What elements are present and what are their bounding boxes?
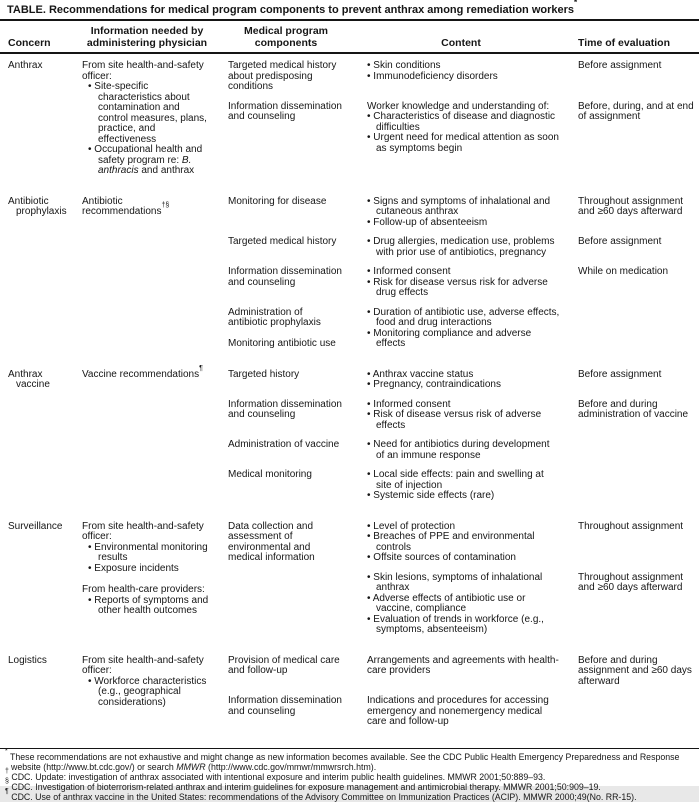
bullet-icon: • [367,306,371,318]
bullet-icon: • [367,571,371,583]
concern-label: Surveillance [8,520,63,532]
column-header-time-of-evaluation: Time of evaluation [578,36,670,49]
section-rows [220,370,699,502]
content-cell [352,267,570,299]
bullet-icon: • [367,368,371,380]
time-cell: Throughout assignment and ≥60 days afterward [578,571,684,593]
content-cell [352,400,570,432]
content-item: • Anthrax vaccine status [367,368,474,380]
bullet-icon: • [367,111,371,122]
info-block [82,197,212,218]
content-item: • Characteristics of disease and diagnostic difficulties [367,111,556,133]
table-row [220,656,699,688]
table-title [0,0,699,21]
content-item: • Breaches of PPE and environmental controls [367,531,535,553]
footnote-marker: ¶ [5,788,9,796]
concern-label: Antibiotic prophylaxis [8,195,67,217]
components-cell [220,197,352,208]
info-bullet-item: • Environmental monitoring results [88,541,208,563]
info-bullet-item: • Workforce characteristics (e.g., geographical considerations) [88,675,207,708]
content-item: • Duration of antibiotic use, adverse effects, food and drug interactions [367,306,560,328]
component-item: Targeted medical history [228,236,337,247]
content-item: • Informed consent [367,398,451,410]
bullet-icon: • [88,675,92,687]
component-item: Targeted history [228,368,300,380]
bullet-icon: • [367,520,371,532]
table-section [0,364,699,502]
info-lead: From site health-and-safety officer: [82,520,204,542]
concern-cell [0,370,74,391]
content-cell [352,197,570,229]
column-header-information-needed: Information needed by administering physician [86,25,208,49]
components-cell [220,696,352,717]
time-cell: Throughout assignment [578,520,684,532]
content-cell [352,102,570,155]
table-row [220,400,699,432]
components-cell [220,400,352,421]
bullet-icon: • [367,132,371,143]
components-cell [220,308,352,350]
info-block [82,656,212,709]
time-cell: Before and during assignment and ≥60 days afterward [578,654,692,687]
component-item: Monitoring for disease [228,195,327,207]
component-item: Information dissemination and counseling [228,266,342,288]
content-item: • Drug allergies, medication use, problems with prior use of antibiotics, pregnancy [367,236,555,258]
concern-cell [0,197,74,218]
info-block [82,364,212,381]
bullet-icon: • [367,469,371,480]
table-row [220,370,699,391]
component-item: Information dissemination and counseling [228,695,342,717]
concern-label: Logistics [8,654,47,666]
bullet-icon: • [88,144,92,155]
bullet-icon: • [88,594,92,606]
bullet-icon: • [367,60,371,71]
content-item: Indications and procedures for accessing emergency and nonemergency medical care and follow-up [367,695,549,727]
content-item: • Offsite sources of contamination [367,552,516,563]
bullet-icon: • [88,81,92,92]
table-row [220,308,699,350]
time-cell: Throughout assignment and ≥60 days afterward [578,195,684,217]
content-item: • Follow-up of absenteeism [367,216,488,228]
content-item: • Risk for disease versus risk for adverse drug effects [367,276,548,298]
components-cell [220,656,352,677]
table-row [220,470,699,502]
info-lead: From site health-and-safety officer: [82,60,204,82]
info-block [82,61,212,177]
footnotes [0,749,699,802]
content-item: • Local side effects: pain and swelling at site of injection [367,469,544,491]
info-block [82,585,212,617]
info-cell [74,61,220,177]
content-item: • Monitoring compliance and adverse effects [367,327,532,349]
component-item: Information dissemination and counseling [228,398,342,420]
info-lead: Vaccine recommendations¶ [82,364,203,380]
table-section [0,61,699,177]
bullet-icon: • [367,409,371,420]
content-item: • Systemic side effects (rare) [367,490,495,501]
table-row [220,522,699,564]
content-cell [352,573,570,636]
content-cell [352,308,570,350]
table-row [220,102,699,155]
bullet-icon: • [367,266,371,277]
info-lead: From health-care providers: [82,584,205,595]
content-cell [352,522,570,564]
info-cell [74,656,220,709]
concern-cell [0,61,74,72]
component-item: Medical monitoring [228,469,312,480]
column-header-content: Content [441,36,481,49]
bullet-icon: • [367,195,371,207]
concern-cell [0,522,74,533]
bullet-icon: • [367,276,371,288]
content-cell [352,61,570,82]
components-cell [220,237,352,248]
section-rows [220,61,699,154]
components-cell [220,440,352,451]
time-cell: Before assignment [578,368,662,380]
bullet-icon: • [88,562,92,574]
bullet-icon: • [367,70,371,82]
table-row [220,237,699,258]
footnote-marker: * [5,748,8,756]
section-rows [220,522,699,636]
time-cell: While on medication [578,266,669,277]
table-body [0,54,699,728]
table-title-text: TABLE. Recommendations for medical program components to prevent anthrax among remediation workers [7,4,575,16]
footnote-marker: § [5,778,9,786]
content-item: • Informed consent [367,266,451,277]
column-header-concern: Concern [8,36,51,49]
bullet-icon: • [367,439,371,450]
content-cell [352,237,570,258]
footnote: * These recommendations are not exhaustive and might change as new information becomes available. See the CDC Public Health Emergency Preparedness and Response website (http://www.bt.cdc.gov/) or search MMWR (http://www.cdc.gov/mmwr/mmwrsrch.htm). [5,748,680,772]
info-lead: From site health-and-safety officer: [82,654,204,676]
content-item: • Signs and symptoms of inhalational and cutaneous anthrax [367,195,551,217]
table-header-row [0,21,699,54]
components-cell [220,470,352,481]
content-item: • Evaluation of trends in workforce (e.g., symptoms, absenteeism) [367,613,544,635]
bullet-icon: • [88,541,92,553]
component-item: Data collection and assessment of environmental and medical information [228,520,315,563]
footnote: † CDC. Update: investigation of anthrax associated with intentional exposure and interim public health guidelines. MMWR 2001;50:889–93. [5,768,546,782]
component-item: Administration of vaccine [228,439,340,450]
components-cell [220,61,352,93]
content-item: • Adverse effects of antibiotic use or vaccine, compliance [367,592,526,614]
time-cell: Before assignment [578,60,662,71]
content-item: • Immunodeficiency disorders [367,70,498,82]
content-cell [352,656,570,677]
footnote: § CDC. Investigation of bioterrorism-related anthrax and interim guidelines for exposure management and antimicrobial therapy. MMWR 2001;50:909–19. [5,778,601,792]
content-cell [352,696,570,728]
title-footnote-marker: * [574,0,578,8]
bullet-icon: • [367,327,371,339]
info-bullet-item: • Exposure incidents [88,562,179,574]
bullet-icon: • [367,216,371,228]
table-row [220,197,699,229]
time-cell: Before and during administration of vaccine [578,398,689,420]
time-cell: Before assignment [578,236,662,247]
info-bullet-item: • Reports of symptoms and other health outcomes [88,594,209,616]
footnote: ¶ CDC. Use of anthrax vaccine in the United States: recommendations of the Advisory Committee on Immunization Practices (ACIP). MMWR 2000;49(No. RR-15). [5,788,637,802]
components-cell [220,370,352,381]
component-item: Information dissemination and counseling [228,100,342,122]
concern-label: Anthrax vaccine [8,368,50,390]
bullet-icon: • [367,236,371,247]
section-rows [220,197,699,350]
table-section [0,656,699,728]
content-item: • Urgent need for medical attention as soon as symptoms begin [367,132,559,154]
bullet-icon: • [367,592,371,604]
content-item: • Skin lesions, symptoms of inhalational anthrax [367,571,543,593]
column-header-medical-program-components: Medical program components [243,25,329,49]
component-item: Targeted medical history about predisposing conditions [228,60,337,92]
bullet-icon: • [367,379,371,390]
info-bullet-item: • Site-specific characteristics about contamination and control measures, plans, practice, and effectiveness [88,81,207,145]
info-bullet-item: • Occupational health and safety program re: B. anthracis and anthrax [88,144,203,176]
content-cell [352,470,570,502]
content-item: • Level of protection [367,520,456,532]
bullet-icon: • [367,490,371,501]
concern-cell [0,656,74,667]
bullet-icon: • [367,613,371,625]
info-cell [74,364,220,381]
footnote-marker: † [5,768,9,776]
bullet-icon: • [367,552,371,563]
content-item: • Skin conditions [367,60,441,71]
content-item: • Need for antibiotics during development of an immune response [367,439,550,461]
bullet-icon: • [367,398,371,410]
components-cell [220,102,352,123]
component-item: Monitoring antibiotic use [228,337,336,349]
content-cell [352,370,570,391]
content-item: Arrangements and agreements with health-care providers [367,654,559,676]
bullet-icon: • [367,531,371,542]
table-row [220,573,699,636]
table-row [220,696,699,728]
info-cell [74,197,220,218]
info-cell [74,522,220,617]
table-section [0,197,699,350]
info-block [82,522,212,575]
components-cell [220,522,352,564]
table-section [0,522,699,636]
info-lead: Antibiotic recommendations†§ [82,195,170,217]
content-item: Worker knowledge and understanding of: [367,100,550,112]
table-row [220,440,699,461]
content-item: • Risk of disease versus risk of adverse effects [367,409,542,431]
components-cell [220,267,352,288]
table-row [220,61,699,93]
time-cell: Before, during, and at end of assignment [578,100,694,122]
table-row [220,267,699,299]
component-item: Administration of antibiotic prophylaxis [228,306,321,328]
component-item: Provision of medical care and follow-up [228,654,340,676]
content-item: • Pregnancy, contraindications [367,379,501,390]
concern-label: Anthrax [8,60,43,71]
content-cell [352,440,570,461]
section-rows [220,656,699,728]
